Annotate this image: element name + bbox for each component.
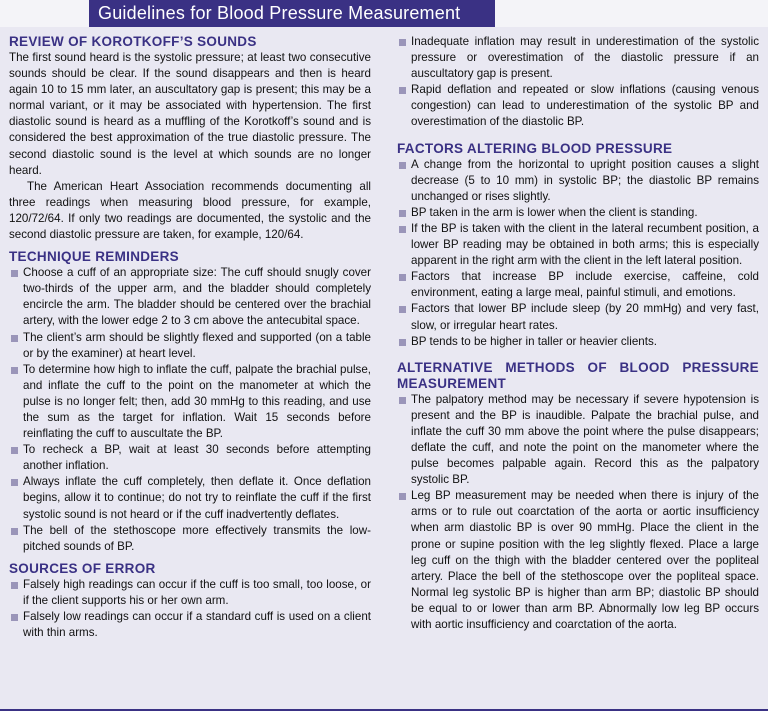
page-title: Guidelines for Blood Pressure Measurement [89, 0, 495, 27]
paragraph: The first sound heard is the systolic pressure; at least two consecutive sounds should be clear. If the sound disappears and then is heard again 10 to 15 mm later, an auscultatory gap is present; this may be a normal variant, or it may be associated with hypertension. The first diastolic sound is heard as a muffling of the Korotkoff’s sound and is considered the best approximation of the true diastolic pressure. The second diastolic sound is the level at which sounds are no longer heard. [9, 51, 371, 177]
section-error [9, 561, 371, 641]
section-technique [9, 249, 371, 555]
list-item: Leg BP measurement may be needed when there is injury of the arms or to rule out coarctation of the aorta or aortic insufficiency when arm diastolic BP is over 90 mmHg. Place the client in the prone or supine position with the leg slightly flexed. Place a large leg cuff on the thigh with the bladder centered over the popliteal artery. Place the bell of the stethoscope over the popliteal space. Normal leg systolic BP is higher than arm BP; diastolic BP should be equal to or lower than arm BP. Abnormally low leg BP occurs with aortic insufficiency and coarctation of the aorta. [397, 488, 759, 633]
list-item: Falsely low readings can occur if a standard cuff is used on a client with thin arms. [9, 609, 371, 641]
section-korotkoff [9, 34, 371, 243]
list-item: To determine how high to inflate the cuff, palpate the brachial pulse, and inflate the cuff to the point on the manometer at which the pulse is no longer felt; then, add 30 mmHg to this reading, and use the sum as the target for inflation. Wait 15 seconds before reinflating the cuff to auscultate the BP. [9, 362, 371, 442]
list-item: Inadequate inflation may result in underestimation of the systolic pressure or overestimation of the diastolic pressure if an auscultatory gap is present. [397, 34, 759, 82]
list-item: Factors that increase BP include exercise, caffeine, cold environment, eating a large meal, painful stimuli, and emotions. [397, 269, 759, 301]
list-item: To recheck a BP, wait at least 30 seconds before attempting another inflation. [9, 442, 371, 474]
bullet-list [9, 577, 371, 641]
list-item: Factors that lower BP include sleep (by 20 mmHg) and very fast, slow, or irregular heart rates. [397, 301, 759, 333]
list-item: The client’s arm should be slightly flexed and supported (on a table or by the examiner) at heart level. [9, 330, 371, 362]
section-heading: TECHNIQUE REMINDERS [9, 249, 179, 265]
bullet-list [397, 157, 759, 350]
paragraph: The American Heart Association recommends documenting all three readings when measuring blood pressure, for example, 120/72/64. If only two readings are documented, the systolic and the second diastolic pressure are taken, for example, 120/64. [9, 179, 371, 242]
section-heading: REVIEW OF KOROTKOFF’S SOUNDS [9, 34, 257, 49]
section-alternative [397, 360, 759, 633]
list-item: Choose a cuff of an appropriate size: The cuff should snugly cover two-thirds of the upper arm, and the bladder should completely encircle the arm. The bladder should be centered over the brachial artery, with the lower edge 2 to 3 cm above the antecubital space. [9, 265, 371, 329]
bullet-list [397, 34, 759, 131]
header-banner [0, 0, 768, 27]
list-item: The palpatory method may be necessary if severe hypotension is present and the BP is inaudible. Palpate the brachial pulse, and inflate the cuff 30 mm above the point where the pulse disappears; deflate the cuff, and note the point on the manometer where the pulse becomes palpable again. Record this as the palpatory systolic BP. [397, 392, 759, 489]
list-item: Always inflate the cuff completely, then deflate it. Once deflation begins, allow it to continue; do not try to reinflate the cuff if the first systolic sound is not heard or if the cuff inadvertently deflates. [9, 474, 371, 522]
list-item: Rapid deflation and repeated or slow inflations (causing venous congestion) can lead to underestimation of the systolic BP and overestimation of the diastolic BP. [397, 82, 759, 130]
section-factors [397, 141, 759, 350]
list-item: If the BP is taken with the client in the lateral recumbent position, a lower BP reading may be obtained in both arms; this is especially apparent in the right arm with the client in the left lateral position. [397, 221, 759, 269]
list-item: BP tends to be higher in taller or heavier clients. [397, 334, 759, 350]
list-item: The bell of the stethoscope more effectively transmits the low-pitched sounds of BP. [9, 523, 371, 555]
section-heading: FACTORS ALTERING BLOOD PRESSURE [397, 140, 673, 156]
section-error-continued [397, 34, 759, 131]
list-item: BP taken in the arm is lower when the client is standing. [397, 205, 759, 221]
left-column [9, 34, 371, 647]
list-item: Falsely high readings can occur if the cuff is too small, too loose, or if the client supports his or her own arm. [9, 577, 371, 609]
list-item: A change from the horizontal to upright position causes a slight decrease (5 to 10 mm) in systolic BP; the diastolic BP remains unchanged or rises slightly. [397, 157, 759, 205]
bullet-list [9, 265, 371, 555]
bullet-list [397, 392, 759, 633]
section-heading: SOURCES OF ERROR [9, 560, 156, 576]
section-heading: ALTERNATIVE METHODS OF BLOOD PRESSURE MEASUREMENT [397, 359, 759, 391]
right-column [397, 34, 759, 639]
